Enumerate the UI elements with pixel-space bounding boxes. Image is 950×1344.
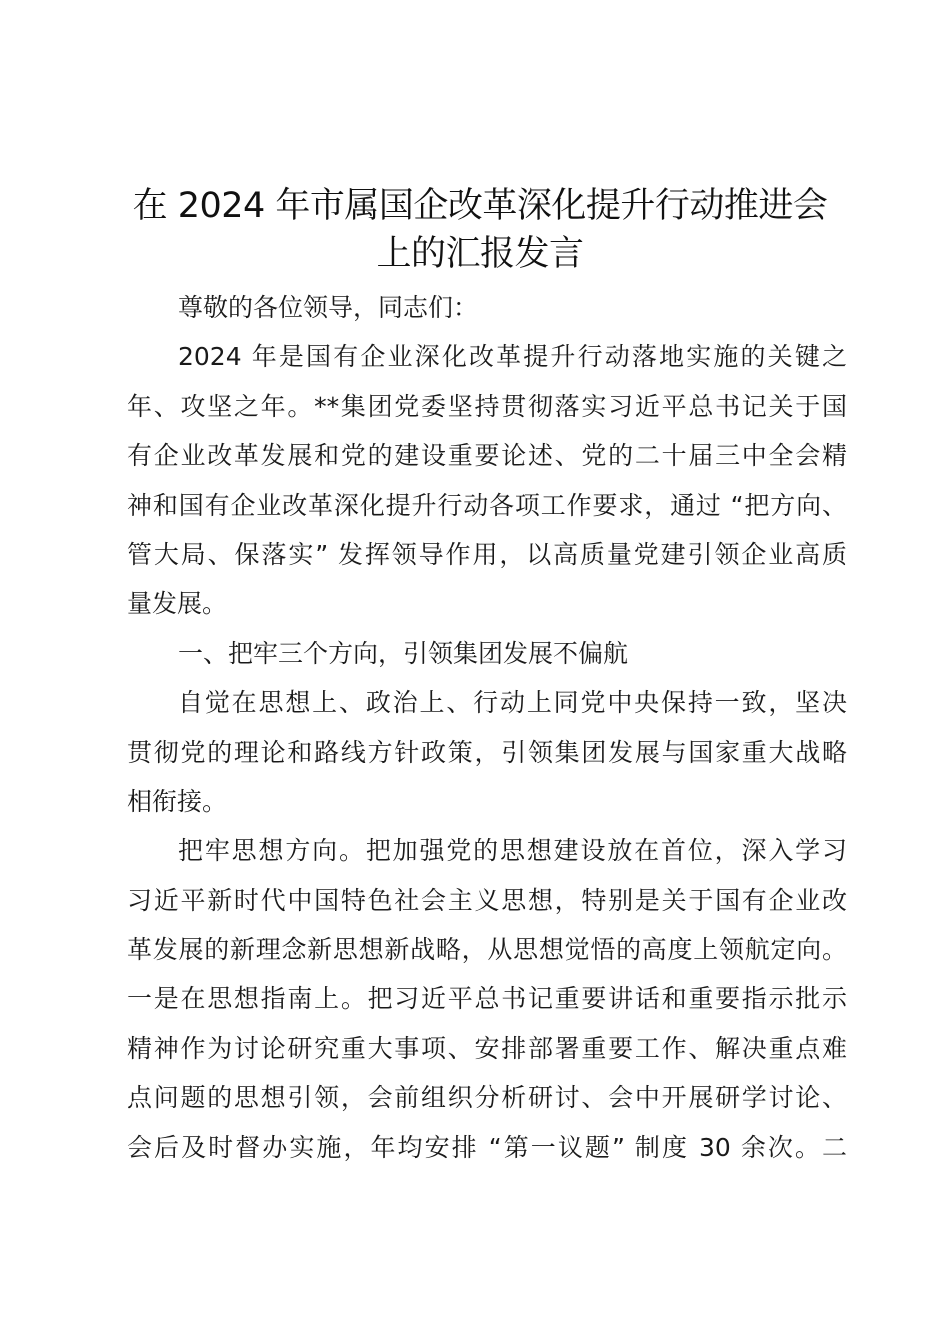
paragraph-line: 精神作为讨论研究重大事项、安排部署重要工作、解决重点难 <box>127 1033 847 1063</box>
document-title <box>110 182 850 278</box>
title-line-1: 在 2024 年市属国企改革深化提升行动推进会 <box>132 186 828 226</box>
paragraph-line: 习近平新时代中国特色社会主义思想，特别是关于国有企业改 <box>127 885 847 915</box>
paragraph-line: 相衔接。 <box>127 786 228 816</box>
paragraph-line: 会后及时督办实施，年均安排 “第一议题” 制度 30 余次。二 <box>127 1132 847 1162</box>
document-body <box>127 283 847 1172</box>
paragraph-line: 神和国有企业改革深化提升行动各项工作要求，通过 “把方向、 <box>127 490 847 520</box>
paragraph-line: 管大局、保落实” 发挥领导作用，以高质量党建引领企业高质 <box>127 539 847 569</box>
paragraph-line: 自觉在思想上、政治上、行动上同党中央保持一致，坚决 <box>178 688 847 718</box>
paragraph-line: 量发展。 <box>127 589 228 619</box>
paragraph-line: 点问题的思想引领，会前组织分析研讨、会中开展研学讨论、 <box>127 1083 847 1113</box>
paragraph-line: 革发展的新理念新思想新战略，从思想觉悟的高度上领航定向。 <box>127 935 847 965</box>
paragraph-line: 把牢思想方向。把加强党的思想建设放在首位，深入学习 <box>178 836 847 866</box>
paragraph-line: 2024 年是国有企业深化改革提升行动落地实施的关键之 <box>178 342 847 372</box>
title-line-2: 上的汇报发言 <box>376 234 584 274</box>
section-heading: 一、把牢三个方向，引领集团发展不偏航 <box>178 638 629 668</box>
paragraph-line: 年、攻坚之年。**集团党委坚持贯彻落实习近平总书记关于国 <box>127 391 847 421</box>
paragraph-line: 贯彻党的理论和路线方针政策，引领集团发展与国家重大战略 <box>127 737 847 767</box>
paragraph-line: 一是在思想指南上。把习近平总书记重要讲话和重要指示批示 <box>127 984 847 1014</box>
paragraph-line: 有企业改革发展和党的建设重要论述、党的二十届三中全会精 <box>127 441 847 471</box>
salutation: 尊敬的各位领导，同志们： <box>178 293 479 322</box>
